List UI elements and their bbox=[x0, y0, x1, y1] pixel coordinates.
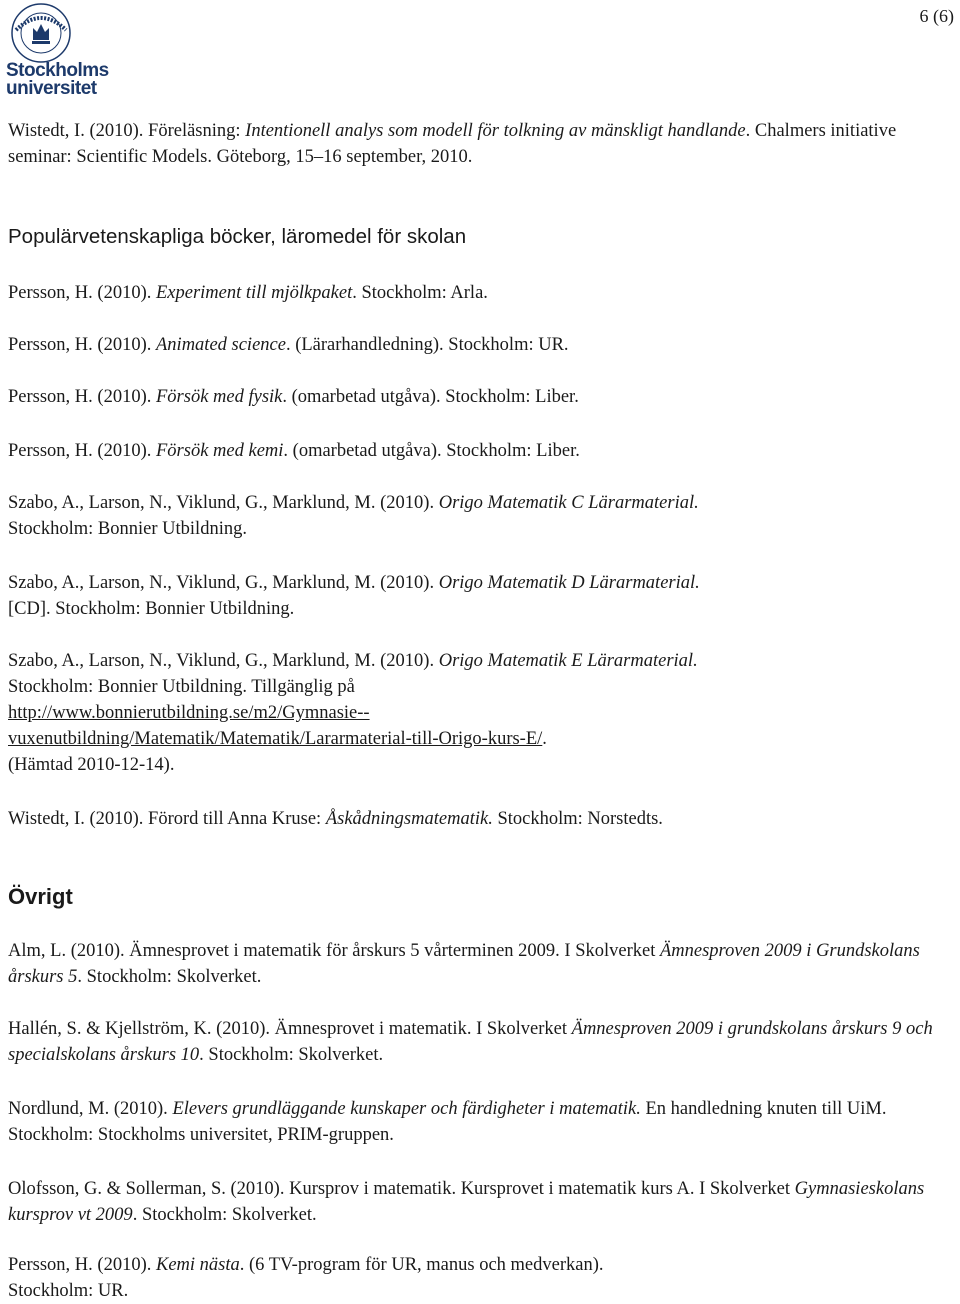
university-logo bbox=[4, 2, 129, 100]
ref-hallen: Hallén, S. & Kjellström, K. (2010). Ämnesprovet i matematik. I Skolverket Ämnesproven 2009 i grundskolans årskurs 9 och specialskolans årskurs 10. Stockholm: Skolverket. bbox=[8, 1019, 933, 1065]
ref-persson-animated: Persson, H. (2010). Animated science. (Lärarhandledning). Stockholm: UR. bbox=[8, 335, 569, 355]
logo-line-2: universitet bbox=[6, 78, 97, 99]
bonnier-link[interactable]: http://www.bonnierutbildning.se/m2/Gymnasie-- vuxenutbildning/Matematik/Matematik/Lararmaterial-till-Origo-kurs-E/ bbox=[8, 703, 543, 749]
ref-wistedt-forelasning: Wistedt, I. (2010). Föreläsning: Intentionell analys som modell för tolkning av mänskligt handlande. Chalmers initiative seminar: Scientific Models. Göteborg, 15–16 september, 2010. bbox=[8, 121, 897, 167]
section-title-popular: Populärvetenskapliga böcker, läromedel för skolan bbox=[8, 225, 467, 248]
logo-line-1: Stockholms bbox=[6, 60, 109, 81]
ref-persson-kemi-nasta: Persson, H. (2010). Kemi nästa. (6 TV-program för UR, manus och medverkan). Stockholm: UR. bbox=[8, 1255, 604, 1301]
ref-olofsson: Olofsson, G. & Sollerman, S. (2010). Kursprov i matematik. Kursprovet i matematik kurs A. I Skolverket Gymnasieskolans kursprov vt 2009. Stockholm: Skolverket. bbox=[8, 1179, 925, 1225]
ref-szabo-d: Szabo, A., Larson, N., Viklund, G., Marklund, M. (2010). Origo Matematik D Lärarmaterial. [CD]. Stockholm: Bonnier Utbildning. bbox=[8, 573, 700, 619]
logo-text bbox=[6, 62, 109, 98]
ref-persson-fysik: Persson, H. (2010). Försök med fysik. (omarbetad utgåva). Stockholm: Liber. bbox=[8, 387, 579, 407]
seal-icon bbox=[8, 2, 74, 64]
ref-wistedt-forord: Wistedt, I. (2010). Förord till Anna Kruse: Åskådningsmatematik. Stockholm: Norstedts. bbox=[8, 809, 663, 829]
ref-persson-kemi: Persson, H. (2010). Försök med kemi. (omarbetad utgåva). Stockholm: Liber. bbox=[8, 441, 580, 461]
ref-szabo-e: Szabo, A., Larson, N., Viklund, G., Marklund, M. (2010). Origo Matematik E Lärarmaterial. Stockholm: Bonnier Utbildning. Tillgänglig på http://www.bonnierutbildning.se/m2/Gymnasie-- vuxenutbildning/Matematik/Matematik/Lararmaterial-till-Origo-kurs-E/. (Hämtad 2010-12-14). bbox=[8, 651, 698, 775]
page-number: 6 (6) bbox=[919, 6, 954, 26]
ref-persson-experiment: Persson, H. (2010). Experiment till mjölkpaket. Stockholm: Arla. bbox=[8, 283, 488, 303]
ref-szabo-c: Szabo, A., Larson, N., Viklund, G., Marklund, M. (2010). Origo Matematik C Lärarmaterial. Stockholm: Bonnier Utbildning. bbox=[8, 493, 699, 539]
ref-nordlund: Nordlund, M. (2010). Elevers grundläggande kunskaper och färdigheter i matematik. En handledning knuten till UiM. Stockholm: Stockholms universitet, PRIM-gruppen. bbox=[8, 1099, 887, 1145]
ref-alm: Alm, L. (2010). Ämnesprovet i matematik för årskurs 5 vårterminen 2009. I Skolverket Ämnesproven 2009 i Grundskolans årskurs 5. Stockholm: Skolverket. bbox=[8, 941, 920, 987]
section-title-ovrigt: Övrigt bbox=[8, 884, 73, 909]
